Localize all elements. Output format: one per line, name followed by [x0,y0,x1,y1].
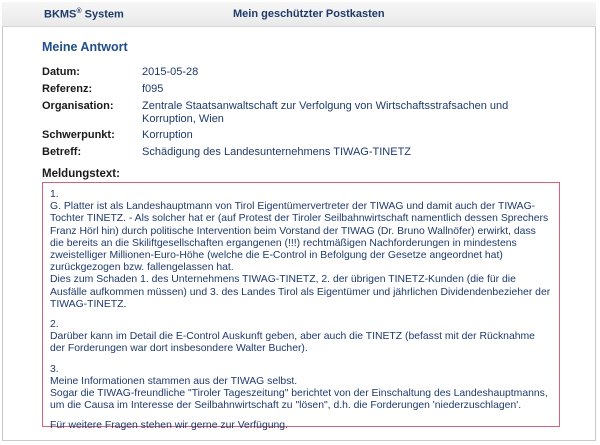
detail-value: f095 [142,83,164,95]
detail-value: Zentrale Staatsanwaltschaft zur Verfolgung von Wirtschaftsstrafsachen und Korruption, Wien [142,100,509,125]
section-title: Meine Antwort [42,40,128,54]
detail-value: 2015-05-28 [142,66,199,78]
system-name-suffix: System [81,8,124,21]
system-name-text: BKMS [44,8,77,21]
message-paragraph-1: 1. G. Platter ist als Landeshauptmann von Tirol Eigentümervertreter der TIWAG und damit auch der TIWAG-Tochter TINETZ. - Als solcher hat er (auf Protest der Tiroler Seilbahnwirtschaft namentlich dessen Sprechers Franz Hörl hin) durch politische Intervention beim Vorstand der TIWAG (Dr. Bruno Wallnöfer) erwirkt, dass die bereits an die Skiliftgesellschaften ergangenen (!!!) rechtmäßigen Nachforderungen in mindestens zweistelliger Millionen-Euro-Höhe (welche die E-Control in Befolgung der Gesetze angeordnet hat) zurückgezogen bzw. fallengelassen hat. Dies zum Schaden 1. des Unternehmens TIWAG-TINETZ, 2. der übrigen TINETZ-Kunden (die für die Ausfälle aufkommen müssen) und 3. des Landes Tirol als Eigentümer und jährlichen Dividendenbezieher der TIWAG-TINETZ. [50,189,551,310]
detail-value: Schädigung des Landesunternehmens TIWAG-TINETZ [142,146,412,158]
registered-mark: ® [76,8,82,15]
detail-label: Betreff: [42,146,82,158]
detail-label: Organisation: [42,100,114,112]
message-label: Meldungstext: [42,168,120,180]
message-paragraph-3: 3. Meine Informationen stammen aus der TIWAG selbst. Sogar die TIWAG-freundliche "Tiroler Tageszeitung" berichtet von der Einschaltung des Landeshauptmanns, um die Causa im Interesse der Seilbahnwirtschaft zu "lösen", d.h. die Forderungen 'niederzuschlagen'. [50,363,548,412]
detail-value: Korruption [142,129,193,141]
detail-label: Datum: [42,66,80,78]
message-box [42,182,560,432]
detail-label: Referenz: [42,83,93,95]
message-paragraph-2: 2. Darüber kann im Detail die E-Control Auskunft geben, aber auch die TINETZ (befasst mit der Rücknahme der Forderungen war dort insbesondere Walter Bucher). [50,319,535,355]
system-name [44,8,124,21]
detail-label: Schwerpunkt: [42,129,115,141]
app-header [2,2,596,27]
message-closing: Für weitere Fragen stehen wir gerne zur Verfügung. [50,420,288,432]
mailbox-title: Mein geschützter Postkasten [233,8,385,20]
